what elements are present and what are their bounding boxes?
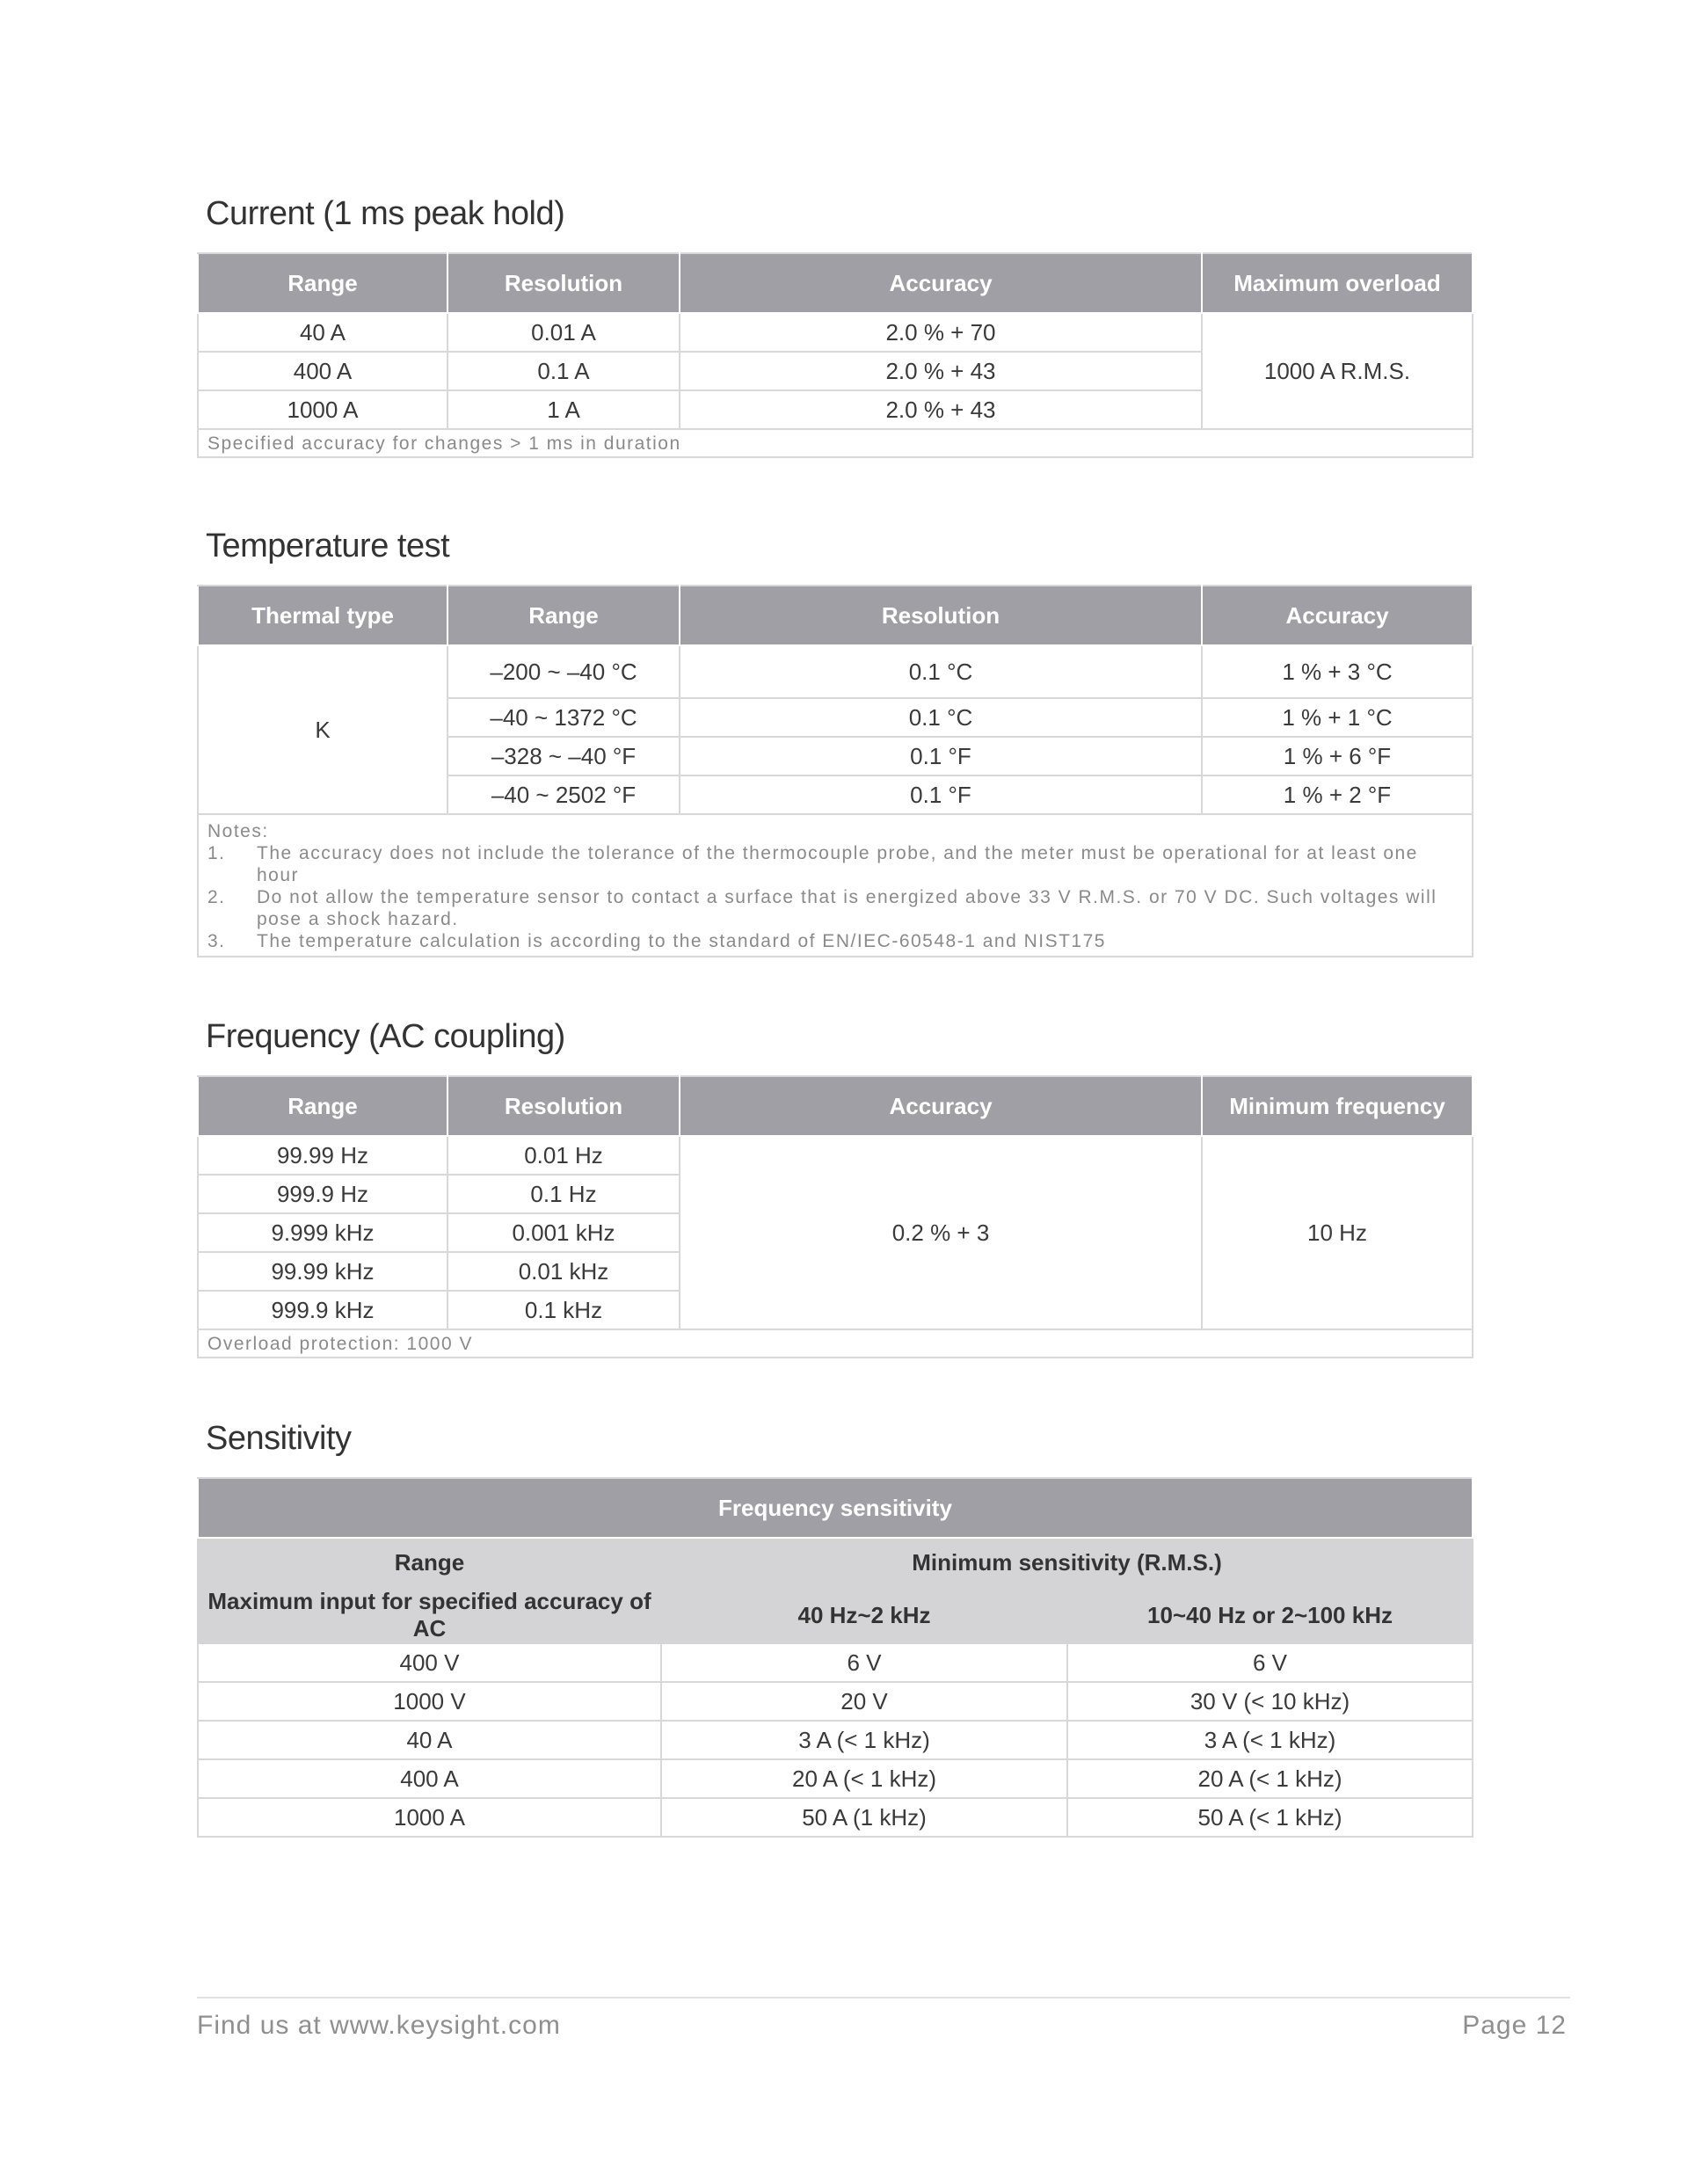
col-header-accuracy: Accuracy: [680, 1076, 1202, 1136]
cell-range: 400 V: [198, 1643, 661, 1682]
col-header-range: Range: [447, 586, 680, 645]
cell-range: 40 A: [198, 1721, 661, 1759]
note-item: [207, 886, 1463, 930]
cell-range: 9.999 kHz: [198, 1213, 447, 1252]
cell-resolution: 0.1 A: [447, 352, 680, 390]
temperature-section: [197, 528, 1472, 957]
cell-resolution: 0.1 °F: [680, 775, 1202, 814]
current-table: [197, 252, 1473, 458]
col-header-resolution: Resolution: [447, 1076, 680, 1136]
cell-min-frequency: 10 Hz: [1202, 1136, 1473, 1329]
cell-sens-a: 3 A (< 1 kHz): [661, 1721, 1067, 1759]
sensitivity-title: Sensitivity: [206, 1420, 352, 1457]
cell-range: –200 ~ –40 °C: [447, 645, 680, 698]
cell-resolution: 0.01 Hz: [447, 1136, 680, 1175]
cell-range: 400 A: [198, 352, 447, 390]
table-row: [198, 1682, 1473, 1721]
col-header-10-40hz: 10~40 Hz or 2~100 kHz: [1067, 1587, 1473, 1643]
cell-range: 99.99 Hz: [198, 1136, 447, 1175]
footer-divider: [197, 1997, 1570, 1998]
cell-accuracy: 2.0 % + 43: [680, 352, 1202, 390]
col-header-thermal-type: Thermal type: [198, 586, 447, 645]
temperature-title: Temperature test: [206, 528, 450, 564]
cell-sens-b: 20 A (< 1 kHz): [1067, 1759, 1473, 1798]
cell-accuracy: 1 % + 3 °C: [1202, 645, 1473, 698]
table-row: [198, 645, 1473, 698]
cell-thermal-type: K: [198, 645, 447, 814]
cell-resolution: 0.01 kHz: [447, 1252, 680, 1291]
cell-resolution: 0.1 °C: [680, 698, 1202, 737]
table-row: [198, 1136, 1473, 1175]
cell-resolution: 0.01 A: [447, 313, 680, 352]
current-section: [197, 195, 1472, 458]
cell-sens-b: 30 V (< 10 kHz): [1067, 1682, 1473, 1721]
cell-sens-b: 50 A (< 1 kHz): [1067, 1798, 1473, 1837]
cell-range: 1000 V: [198, 1682, 661, 1721]
cell-range: 1000 A: [198, 1798, 661, 1837]
cell-range: 99.99 kHz: [198, 1252, 447, 1291]
col-header-40hz-2khz: 40 Hz~2 kHz: [661, 1587, 1067, 1643]
min-sensitivity-label: Minimum sensitivity (R.M.S.): [661, 1538, 1473, 1587]
col-header-accuracy: Accuracy: [680, 253, 1202, 313]
cell-sens-a: 6 V: [661, 1643, 1067, 1682]
frequency-sensitivity-header: Frequency sensitivity: [198, 1478, 1473, 1538]
sensitivity-section: [197, 1420, 1472, 1838]
cell-sens-a: 50 A (1 kHz): [661, 1798, 1067, 1837]
cell-sens-a: 20 V: [661, 1682, 1067, 1721]
col-header-accuracy: Accuracy: [1202, 586, 1473, 645]
note-item: [207, 930, 1463, 952]
cell-resolution: 0.1 kHz: [447, 1291, 680, 1329]
cell-overload: 1000 A R.M.S.: [1202, 313, 1473, 429]
range-label: Range: [198, 1538, 661, 1587]
frequency-section: [197, 1018, 1472, 1358]
cell-resolution: 0.1 Hz: [447, 1175, 680, 1213]
cell-accuracy: 1 % + 2 °F: [1202, 775, 1473, 814]
cell-range: 999.9 Hz: [198, 1175, 447, 1213]
cell-sens-b: 6 V: [1067, 1643, 1473, 1682]
table-row: [198, 1759, 1473, 1798]
max-input-label: Maximum input for specified accuracy of AC: [198, 1587, 661, 1643]
col-header-range: Range: [198, 1076, 447, 1136]
table-row: [198, 1643, 1473, 1682]
cell-accuracy: 2.0 % + 70: [680, 313, 1202, 352]
cell-accuracy: 0.2 % + 3: [680, 1136, 1202, 1329]
cell-range: 40 A: [198, 313, 447, 352]
cell-sens-b: 3 A (< 1 kHz): [1067, 1721, 1473, 1759]
frequency-title: Frequency (AC coupling): [206, 1018, 565, 1055]
cell-range: 400 A: [198, 1759, 661, 1798]
footer-website[interactable]: Find us at www.keysight.com: [197, 2011, 561, 2040]
col-header-resolution: Resolution: [680, 586, 1202, 645]
table-row: [198, 1721, 1473, 1759]
note-item: [207, 842, 1463, 886]
sensitivity-table: [197, 1477, 1473, 1838]
cell-range: –40 ~ 2502 °F: [447, 775, 680, 814]
note-text: Do not allow the temperature sensor to contact a surface that is energized above 33 V R.M.S. or 70 V DC. Such voltages will pose a shock hazard.: [257, 887, 1437, 929]
table-row: [198, 1798, 1473, 1837]
cell-accuracy: 1 % + 6 °F: [1202, 737, 1473, 775]
current-note: Specified accuracy for changes > 1 ms in duration: [198, 429, 1473, 457]
cell-resolution: 0.001 kHz: [447, 1213, 680, 1252]
cell-resolution: 1 A: [447, 390, 680, 429]
cell-range: –40 ~ 1372 °C: [447, 698, 680, 737]
cell-range: 1000 A: [198, 390, 447, 429]
cell-range: –328 ~ –40 °F: [447, 737, 680, 775]
notes-label: Notes:: [207, 821, 269, 841]
note-text: The accuracy does not include the tolerance of the thermocouple probe, and the meter must be operational for at least one hour: [257, 843, 1418, 885]
col-header-min-frequency: Minimum frequency: [1202, 1076, 1473, 1136]
cell-sens-a: 20 A (< 1 kHz): [661, 1759, 1067, 1798]
col-header-overload: Maximum overload: [1202, 253, 1473, 313]
frequency-note: Overload protection: 1000 V: [198, 1329, 1473, 1358]
cell-range: 999.9 kHz: [198, 1291, 447, 1329]
temperature-table: [197, 585, 1473, 957]
col-header-range: Range: [198, 253, 447, 313]
note-number: 1.: [207, 843, 226, 863]
note-number: 2.: [207, 887, 226, 907]
note-number: 3.: [207, 931, 226, 951]
temperature-notes: [198, 814, 1473, 957]
cell-resolution: 0.1 °C: [680, 645, 1202, 698]
current-title: Current (1 ms peak hold): [206, 195, 565, 232]
cell-accuracy: 1 % + 1 °C: [1202, 698, 1473, 737]
note-text: The temperature calculation is according to the standard of EN/IEC-60548-1 and NIST175: [257, 931, 1106, 951]
frequency-table: [197, 1075, 1473, 1358]
table-row: [198, 313, 1473, 352]
page-number: Page 12: [1462, 2011, 1567, 2040]
cell-accuracy: 2.0 % + 43: [680, 390, 1202, 429]
col-header-resolution: Resolution: [447, 253, 680, 313]
cell-resolution: 0.1 °F: [680, 737, 1202, 775]
